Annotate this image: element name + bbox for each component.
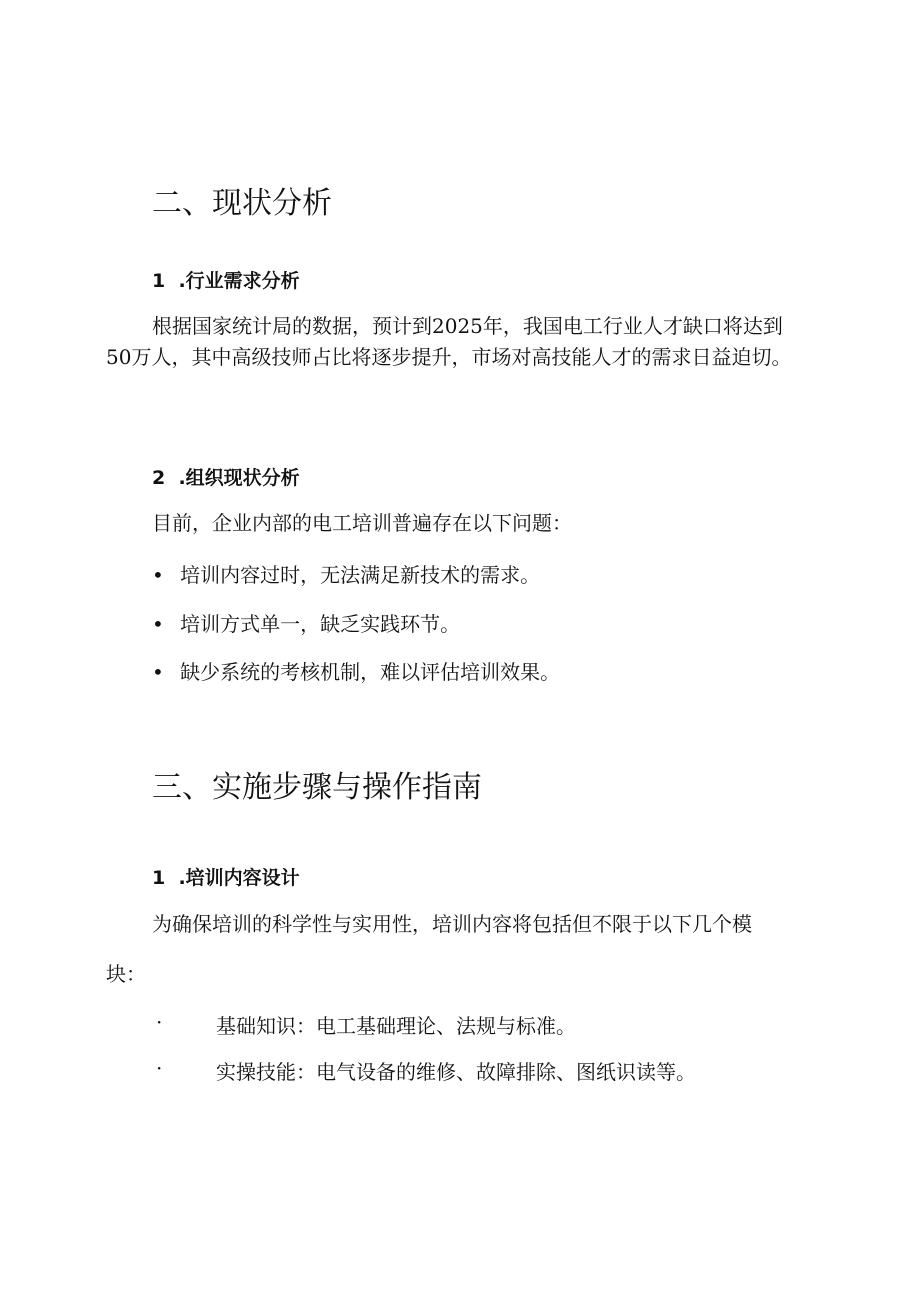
subheading-industry-demand: 1 .行业需求分析 — [152, 270, 300, 292]
list-item-text: 培训方式单一，缺乏实践环节。 — [180, 612, 461, 636]
paragraph-training-intro-line1: 为确保培训的科学性与实用性，培训内容将包括但不限于以下几个模 — [152, 912, 752, 936]
bullet-icon: • — [152, 563, 164, 587]
paragraph-training-intro-line2: 块： — [106, 962, 146, 986]
bullet-icon: · — [156, 1010, 163, 1034]
list-item — [156, 1010, 576, 1038]
bullet-icon: • — [152, 660, 164, 684]
subheading-training-content: 1 .培训内容设计 — [152, 867, 300, 889]
list-item — [152, 656, 560, 685]
paragraph-industry-demand: 根据国家统计局的数据，预计到2025年，我国电工行业人才缺口将达到50万人，其中高级技师占比将逐步提升，市场对高技能人才的需求日益迫切。 — [106, 314, 792, 369]
list-item — [156, 1056, 696, 1084]
list-item-text: 基础知识：电工基础理论、法规与标准。 — [216, 1014, 576, 1038]
section-heading-3: 三、实施步骤与操作指南 — [152, 770, 482, 805]
list-item-text: 缺少系统的考核机制，难以评估培训效果。 — [180, 660, 561, 684]
subheading-org-status: 2 .组织现状分析 — [152, 467, 300, 489]
list-item — [152, 559, 540, 588]
list-item — [152, 608, 460, 637]
section-heading-2: 二、现状分析 — [152, 186, 332, 221]
bullet-icon: · — [156, 1056, 163, 1080]
list-item-text: 培训内容过时，无法满足新技术的需求。 — [180, 563, 541, 587]
list-item-text: 实操技能：电气设备的维修、故障排除、图纸识读等。 — [216, 1060, 696, 1084]
bullet-icon: • — [152, 612, 164, 636]
paragraph-org-intro: 目前，企业内部的电工培训普遍存在以下问题： — [152, 511, 572, 535]
